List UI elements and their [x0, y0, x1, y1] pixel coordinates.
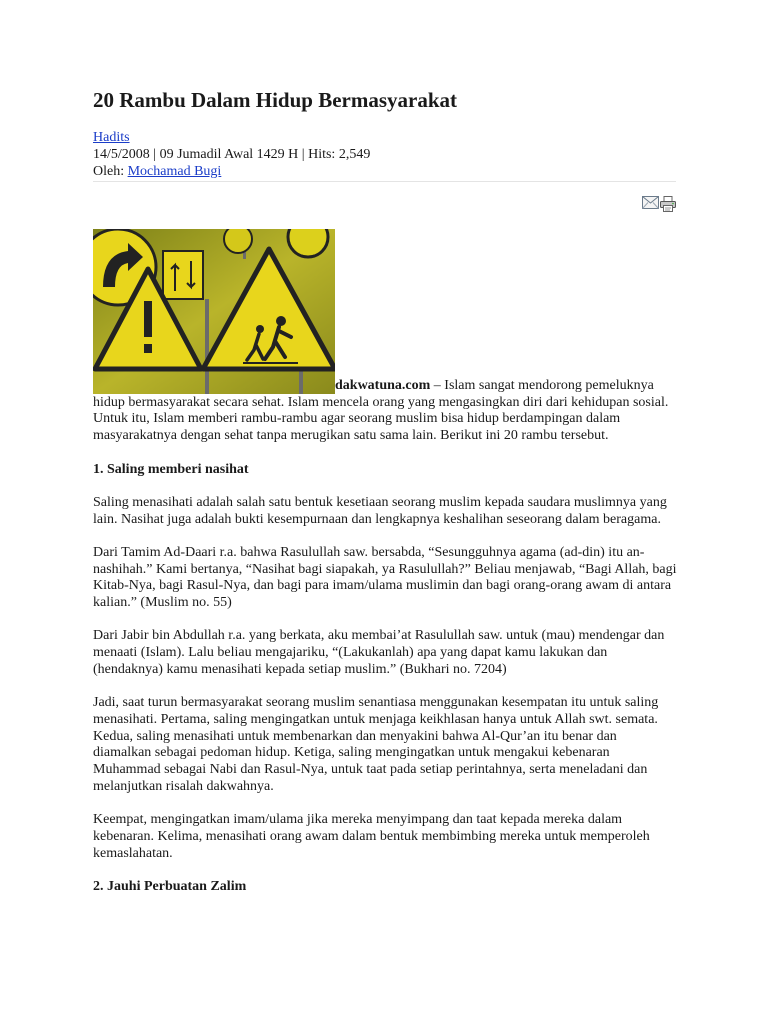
article-body: [93, 229, 678, 912]
paragraph-2: Dari Tamim Ad-Daari r.a. bahwa Rasulullah saw. bersabda, “Sesungguhnya agama (ad-din) itu an-nashihah.” Kami bertanya, “Nasihat bagi siapakah, ya Rasulullah?” Beliau menjawab, “Bagi Allah, bagi Kitab-Nya, bagi Rasul-Nya, dan bagi para imam/ulama muslimin dan bagi orang-orang awam di antara kalian.” (Muslim no. 55): [93, 544, 677, 611]
article-title: 20 Rambu Dalam Hidup Bermasyarakat: [93, 88, 458, 112]
author-prefix: Oleh:: [93, 164, 128, 179]
author-line: [93, 163, 370, 180]
source-label: dakwatuna.com: [335, 378, 431, 393]
section-heading-1: 1. Saling memberi nasihat: [93, 461, 249, 477]
article-tools: [642, 196, 676, 217]
printer-icon[interactable]: [660, 196, 676, 217]
email-icon[interactable]: [642, 196, 659, 217]
intro-text: – Islam sangat mendorong pemeluknya hidup bermasyarakat secara sehat. Islam mencela orang yang mengasingkan diri dari kehidupan sosial. Untuk itu, Islam memberi rambu-rambu agar seorang muslim bisa hidup berdampingan dalam masyarakatnya dengan sehat tanpa merugikan satu sama lain. Berikut ini 20 rambu tersebut.: [93, 378, 669, 444]
article-meta: [93, 129, 370, 180]
meta-divider: [93, 181, 676, 182]
author-link[interactable]: Mochamad Bugi: [127, 164, 222, 179]
traffic-signs-photo: [93, 229, 335, 394]
paragraph-4: Jadi, saat turun bermasyarakat seorang muslim senantiasa menggunakan kesempatan itu untuk saling menasihati. Pertama, saling mengingatkan untuk menjaga keikhlasan hanya untuk Allah swt. semata. Kedua, saling menasihati untuk membenarkan dan menyakini bahwa Al-Qur’an itu benar dan diamalkan sebagai pedoman hidup. Ketiga, saling mengingatkan untuk mengakui kebenaran Muhammad sebagai Nabi dan Rasul-Nya, untuk taat pada setiap perintahnya, serta meneladani dan melanjutkan risalah dakwahnya.: [93, 695, 659, 794]
date-line: 14/5/2008 | 09 Jumadil Awal 1429 H | Hits: 2,549: [93, 147, 371, 162]
section-heading-2: 2. Jauhi Perbuatan Zalim: [93, 878, 247, 894]
paragraph-3: Dari Jabir bin Abdullah r.a. yang berkata, aku membai’at Rasulullah saw. untuk (mau) mendengar dan menaati (Islam). Lalu beliau mengajariku, “(Lakukanlah) apa yang dapat kamu lakukan dan (hendaknya) kamu menasihati kepada setiap muslim.” (Bukhari no. 7204): [93, 628, 665, 677]
category-link[interactable]: Hadits: [93, 130, 130, 145]
paragraph-5: Keempat, mengingatkan imam/ulama jika mereka menyimpang dan taat kepada mereka dalam kebenaran. Kelima, menasihati orang awam dalam bentuk membimbing mereka untuk memperoleh kemaslahatan.: [93, 812, 650, 861]
paragraph-1: Saling menasihati adalah salah satu bentuk kesetiaan seorang muslim kepada saudara muslimnya yang lain. Nasihat juga adalah bukti kesempurnaan dan lengkapnya keshalihan seseorang dalam beragama.: [93, 494, 667, 527]
